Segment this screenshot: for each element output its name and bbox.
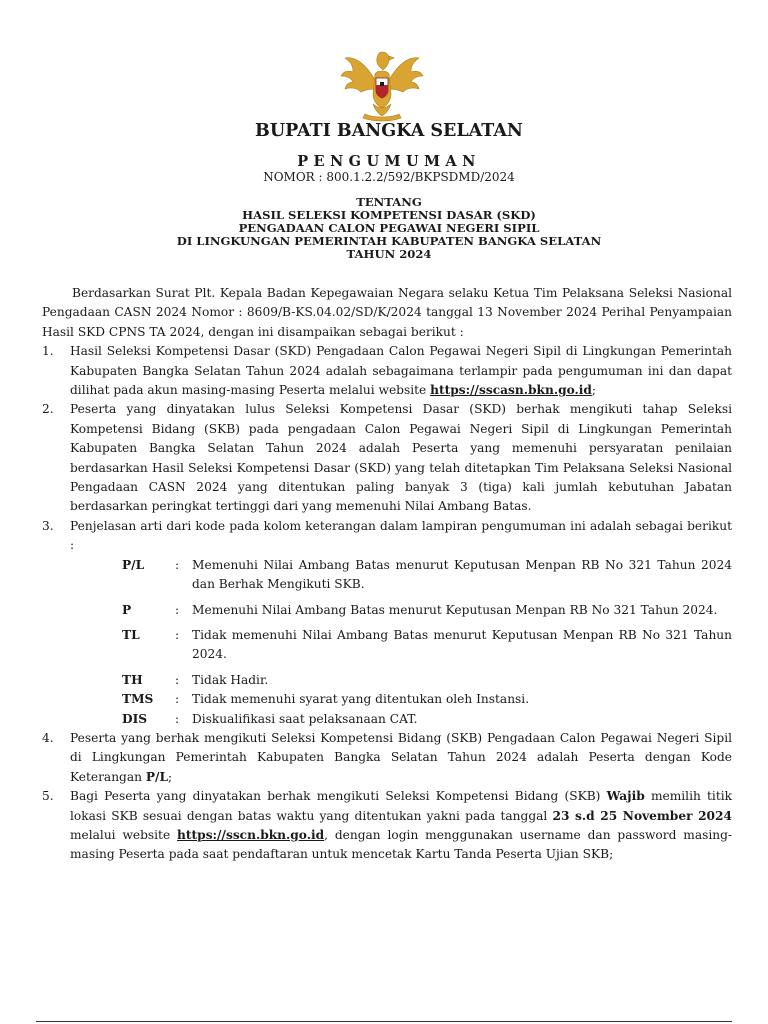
code-label: TL — [122, 627, 140, 642]
list-number: 1. — [42, 344, 54, 359]
garuda-emblem-icon — [337, 44, 427, 126]
code-label: TMS — [122, 692, 154, 707]
list-item-1: 1. Hasil Seleksi Kompetensi Dasar (SKD) Pengadaan Calon Pegawai Negeri Sipil di Lingkungan Pemerintah Kabupaten Bangka Selatan Tahun 2024 adalah sebagaimana terlampir pada pengumuman ini dan dapat dilihat pada akun masing-masing Peserta melalui website https://sscasn.bkn.go.id; — [42, 344, 732, 398]
document-number: NOMOR : 800.1.2.2/592/BKPSDMD/2024 — [263, 170, 515, 184]
intro-paragraph: Berdasarkan Surat Plt. Kepala Badan Kepegawaian Negara selaku Ketua Tim Pelaksana Seleksi Nasional Pengadaan CASN 2024 Nomor : 8609/B-KS.04.02/SD/K/2024 tanggal 13 November 2024 Perihal Penyampaian Hasil SKD CPNS TA 2024, dengan ini disampaikan sebagai berikut : — [42, 286, 732, 339]
code-label: P — [122, 602, 132, 617]
code-row: TL : Tidak memenuhi Nilai Ambang Batas menurut Keputusan Menpan RB No 321 Tahun 2024. — [122, 626, 732, 665]
list-number: 4. — [42, 730, 54, 745]
list-item-2: 2. Peserta yang dinyatakan lulus Seleksi Kompetensi Dasar (SKD) berhak mengikuti tahap Seleksi Kompetensi Bidang (SKB) pada pengadaan Calon Pegawai Negeri Sipil di Lingkungan Pemerintah Kabupaten Bangka Selatan Tahun 2024 adalah Peserta yang memenuhi persyaratan penilaian berdasarkan Hasil Seleksi Kompetensi Dasar (SKD) yang telah ditetapkan Tim Pelaksana Seleksi Nasional Pengadaan CASN 2024 yang ditentukan paling banyak 3 (tiga) kali jumlah kebutuhan Jabatan berdasarkan peringkat tertinggi dari yang memenuhi Nilai Ambang Batas. — [42, 402, 732, 514]
subject-line-1: HASIL SELEKSI KOMPETENSI DASAR (SKD) — [242, 208, 536, 222]
list-item-5: 5. Bagi Peserta yang dinyatakan berhak mengikuti Seleksi Kompetensi Bidang (SKB) Wajib memilih titik lokasi SKB sesuai dengan batas waktu yang ditentukan yakni pada tanggal 23 s.d 25 November 2024 melalui website https://sscn.bkn.go.id, dengan login menggunakan username dan password masing-masing Peserta pada saat pendaftaran untuk mencetak Kartu Tanda Peserta Ujian SKB; — [42, 789, 733, 862]
subject-line-4: TAHUN 2024 — [346, 247, 432, 261]
code-description: Tidak memenuhi Nilai Ambang Batas menurut Keputusan Menpan RB No 321 Tahun 2024. — [192, 627, 732, 662]
tentang-heading: TENTANG — [356, 195, 422, 209]
code-description: Memenuhi Nilai Ambang Batas menurut Keputusan Menpan RB No 321 Tahun 2024 dan Berhak Mengikuti SKB. — [192, 557, 732, 592]
list-item-3: 3. Penjelasan arti dari kode pada kolom keterangan dalam lampiran pengumuman ini adalah sebagai berikut : — [42, 518, 732, 553]
document-type-title: PENGUMUMAN — [297, 153, 481, 170]
announcement-body — [42, 284, 732, 865]
code-description: Memenuhi Nilai Ambang Batas menurut Keputusan Menpan RB No 321 Tahun 2024. — [192, 602, 718, 617]
list-item-4: 4. Peserta yang berhak mengikuti Seleksi Kompetensi Bidang (SKB) Pengadaan Calon Pegawai Negeri Sipil di Lingkungan Pemerintah Kabupaten Bangka Selatan Tahun 2024 adalah Peserta dengan Kode Keterangan P/L; — [42, 730, 732, 784]
code-label: TH — [122, 672, 143, 687]
subject-line-3: DI LINGKUNGAN PEMERINTAH KABUPATEN BANGKA SELATAN — [176, 234, 602, 248]
office-title: BUPATI BANGKA SELATAN — [255, 121, 523, 141]
subject-line-2: PENGADAAN CALON PEGAWAI NEGERI SIPIL — [238, 221, 540, 235]
code-row: TMS : Tidak memenuhi syarat yang ditentukan oleh Instansi. — [122, 690, 732, 709]
code-label: DIS — [122, 711, 148, 726]
list-number: 3. — [42, 518, 54, 533]
code-row: P/L : Memenuhi Nilai Ambang Batas menurut Keputusan Menpan RB No 321 Tahun 2024 dan Berhak Mengikuti SKB. — [122, 556, 732, 595]
code-row: TH : Tidak Hadir. — [122, 671, 732, 690]
list-number: 5. — [42, 789, 54, 804]
code-description: Diskualifikasi saat pelaksanaan CAT. — [192, 711, 418, 726]
code-label: P/L — [122, 557, 145, 572]
sscasn-link[interactable]: https://sscasn.bkn.go.id — [430, 383, 592, 398]
code-description: Tidak Hadir. — [192, 672, 269, 687]
code-row: DIS : Diskualifikasi saat pelaksanaan CAT. — [122, 710, 732, 729]
code-row: P : Memenuhi Nilai Ambang Batas menurut Keputusan Menpan RB No 321 Tahun 2024. — [122, 601, 732, 620]
code-legend — [42, 556, 732, 729]
code-description: Tidak memenuhi syarat yang ditentukan oleh Instansi. — [192, 692, 530, 707]
footer-divider — [36, 1021, 732, 1022]
list-number: 2. — [42, 402, 54, 417]
sscn-link[interactable]: https://sscn.bkn.go.id — [177, 827, 325, 842]
